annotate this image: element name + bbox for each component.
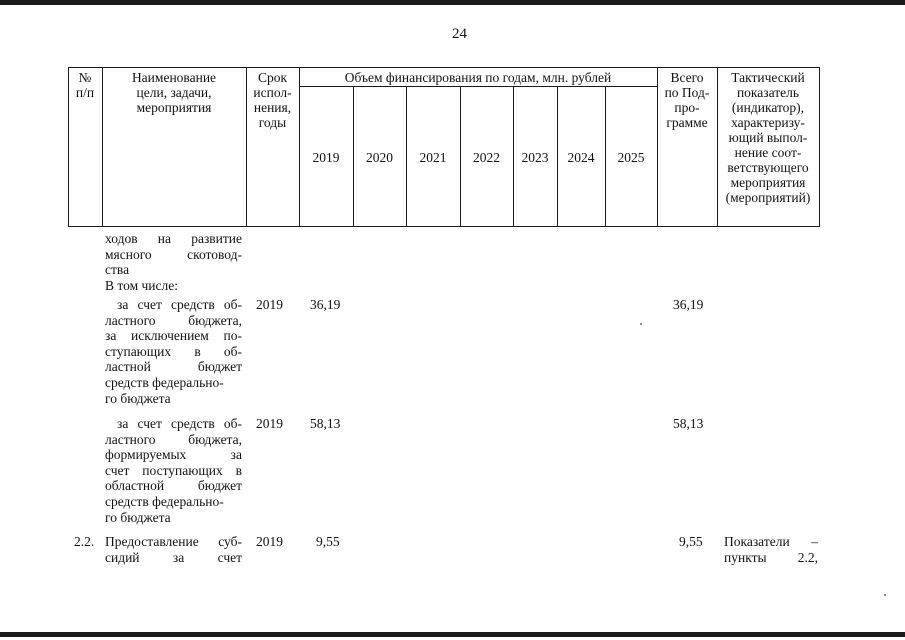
header-term: Срок испол- нения, годы — [253, 70, 292, 130]
row-2-2-term: 2019 — [256, 534, 283, 549]
header-indicator: Тактический показатель (индикатор), характеризу- ющий выпол- нение соот- ветствующего мероприятия (мероприятий) — [725, 70, 811, 205]
header-number: № п/п — [75, 70, 95, 100]
row-regional-budget-total: 36,19 — [673, 297, 704, 312]
row-2-2-indicator: Показатели – пункты 2.2, — [724, 534, 818, 565]
row-federal-funded-total: 58,13 — [673, 416, 704, 431]
header-year-2020: 2020 — [366, 150, 393, 165]
header-year-2024: 2024 — [567, 150, 595, 165]
header-year-2019: 2019 — [312, 150, 340, 165]
row-federal-funded-2019: 58,13 — [310, 416, 341, 431]
row-2-2-total: 9,55 — [679, 534, 703, 549]
header-total: Всего по Под- про- грамме — [664, 70, 710, 130]
header-year-2025: 2025 — [617, 150, 645, 165]
bottom-border-bar — [0, 632, 905, 637]
table-row-regional-budget-name: за счет средств об- ластного бюджета, за исключением по- ступающих в об- ластной бюджет средств федерально- го бюджета — [105, 297, 242, 406]
scan-speck — [640, 323, 642, 325]
top-border-bar — [0, 0, 905, 5]
table-row-2-2-name: Предоставление суб- сидий за счет — [105, 534, 242, 565]
header-name: Наименование цели, задачи, мероприятия — [131, 70, 217, 115]
page-number: 24 — [452, 26, 467, 42]
table-row-continuation: ходов на развитие мясного скотовод- ства В том числе: — [105, 231, 242, 293]
header-year-2023: 2023 — [521, 150, 549, 165]
row-regional-budget-term: 2019 — [256, 297, 283, 312]
scan-speck — [884, 594, 886, 596]
header-year-2021: 2021 — [419, 150, 447, 165]
row-2-2-number: 2.2. — [74, 534, 95, 549]
header-funding-group: Объем финансирования по годам, млн. рублей — [344, 70, 612, 85]
table-row-federal-funded-name: за счет средств об- ластного бюджета, формируемых за счет поступающих в областной бюджет средств федерально- го бюджета — [105, 416, 242, 525]
row-2-2-2019: 9,55 — [316, 534, 340, 549]
row-regional-budget-2019: 36,19 — [310, 297, 341, 312]
row-federal-funded-term: 2019 — [256, 416, 283, 431]
header-year-2022: 2022 — [473, 150, 500, 165]
